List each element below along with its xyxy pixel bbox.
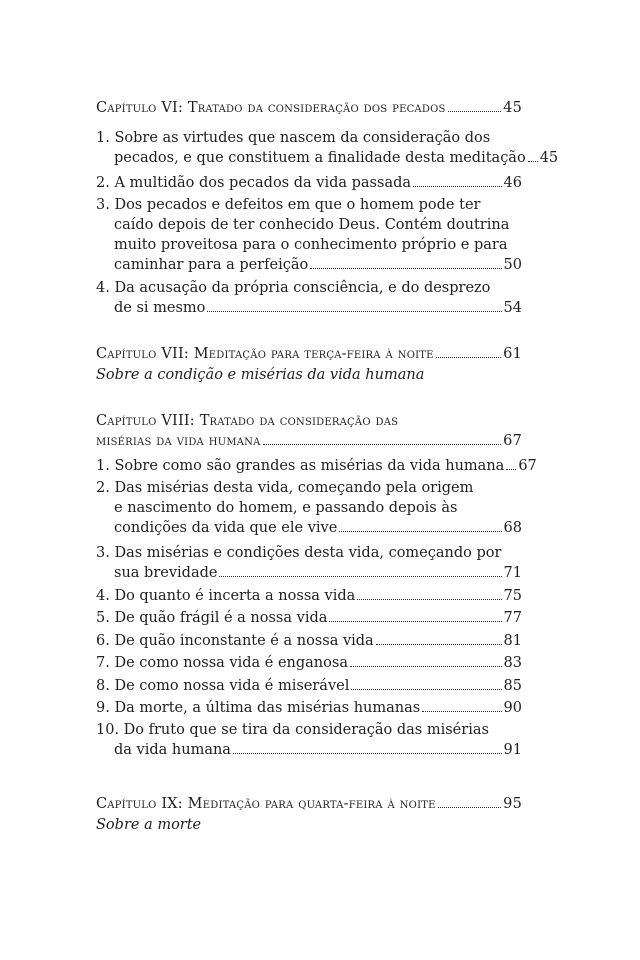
toc-entry-text: e nascimento do homem, e passando depois às xyxy=(114,500,458,516)
toc-entry xyxy=(96,173,522,193)
toc-entry xyxy=(96,478,522,538)
toc-entry-line xyxy=(96,740,522,760)
toc-entry-line xyxy=(96,698,522,718)
toc-entry xyxy=(96,128,559,168)
toc-entry-text: misérias da vida humana xyxy=(96,433,261,449)
toc-entry-line xyxy=(96,518,522,538)
page-number: 81 xyxy=(503,633,522,649)
dot-leader xyxy=(376,644,502,645)
dot-leader xyxy=(528,161,538,162)
chapter-subtitle: Sobre a condição e misérias da vida humana xyxy=(96,367,425,383)
dot-leader xyxy=(219,576,501,577)
toc-entry xyxy=(96,456,537,476)
page-number: 45 xyxy=(503,100,522,116)
toc-entry-line xyxy=(96,563,522,583)
page-number: 46 xyxy=(503,175,522,191)
page-number: 75 xyxy=(503,588,522,604)
toc-entry-line xyxy=(96,653,522,673)
page-number: 67 xyxy=(518,458,537,474)
toc-entry-text: 1. Sobre como são grandes as misérias da vida humana xyxy=(96,458,505,474)
dot-leader xyxy=(422,711,501,712)
toc-entry-line xyxy=(96,298,522,318)
page-number: 61 xyxy=(503,346,522,362)
toc-entry-line xyxy=(96,173,522,193)
toc-entry-text: caído depois de ter conhecido Deus. Contém doutrina xyxy=(114,217,510,233)
toc-entry xyxy=(96,720,522,760)
toc-entry-line xyxy=(96,608,522,628)
dot-leader xyxy=(207,311,501,312)
toc-entry xyxy=(96,698,522,718)
chapter-heading xyxy=(96,411,522,452)
toc-entry-text: 5. De quão frágil é a nossa vida xyxy=(96,610,328,626)
toc-entry-line xyxy=(96,676,522,696)
toc-entry xyxy=(96,653,522,673)
toc-entry-text: 7. De como nossa vida é enganosa xyxy=(96,655,348,671)
dot-leader xyxy=(438,807,502,808)
toc-entry-line xyxy=(96,98,522,119)
chapter-heading xyxy=(96,344,522,365)
dot-leader xyxy=(310,268,501,269)
toc-entry xyxy=(96,631,522,651)
dot-leader xyxy=(413,186,502,187)
toc-entry-line xyxy=(96,456,537,476)
dot-leader xyxy=(350,666,502,667)
toc-entry-line xyxy=(96,586,522,606)
toc-entry-text: Capítulo VIII: Tratado da consideração das xyxy=(96,413,399,429)
dot-leader xyxy=(357,599,501,600)
toc-entry-line xyxy=(96,344,522,365)
page-number: 67 xyxy=(503,433,522,449)
chapter-heading xyxy=(96,794,522,815)
toc-entry-text: 4. Do quanto é incerta a nossa vida xyxy=(96,588,356,604)
toc-entry-text: pecados, e que constituem a finalidade desta meditação xyxy=(114,150,526,166)
dot-leader xyxy=(339,531,501,532)
toc-entry-line xyxy=(96,631,522,651)
page-number: 45 xyxy=(539,150,559,166)
page-number: 91 xyxy=(503,742,522,758)
dot-leader xyxy=(448,111,502,112)
toc-entry-text: Capítulo VI: Tratado da consideração dos pecados xyxy=(96,100,446,116)
page-number: 71 xyxy=(503,565,522,581)
toc-entry-text: condições da vida que ele vive xyxy=(114,520,338,536)
toc-entry xyxy=(96,608,522,628)
toc-entry-text: muito proveitosa para o conhecimento próprio e para xyxy=(114,237,508,253)
toc-entry-text: 3. Dos pecados e defeitos em que o homem pode ter xyxy=(96,197,481,213)
page-number: 68 xyxy=(503,520,522,536)
page-number: 95 xyxy=(503,796,522,812)
toc-entry xyxy=(96,676,522,696)
dot-leader xyxy=(436,357,502,358)
dot-leader xyxy=(351,689,501,690)
toc-entry-text: 1. Sobre as virtudes que nascem da consideração dos xyxy=(96,130,491,146)
toc-entry-text: 4. Da acusação da própria consciência, e do desprezo xyxy=(96,280,491,296)
toc-entry-text: da vida humana xyxy=(114,742,231,758)
page-number: 83 xyxy=(503,655,522,671)
page-number: 90 xyxy=(503,700,522,716)
toc-entry-text: de si mesmo xyxy=(114,300,206,316)
toc-entry xyxy=(96,586,522,606)
toc-entry xyxy=(96,543,522,583)
toc-entry-text: 2. A multidão dos pecados da vida passada xyxy=(96,175,412,191)
dot-leader xyxy=(233,753,502,754)
dot-leader xyxy=(506,469,516,470)
toc-entry-text: sua brevidade xyxy=(114,565,218,581)
toc-entry-text: Capítulo VII: Meditação para terça-feira à noite xyxy=(96,346,434,362)
toc-entry-line xyxy=(96,794,522,815)
toc-entry xyxy=(96,195,522,275)
toc-entry-text: Capítulo IX: Meditação para quarta-feira à noite xyxy=(96,796,436,812)
toc-entry-line xyxy=(96,148,559,168)
dot-leader xyxy=(263,444,502,445)
toc-entry-line xyxy=(96,431,522,452)
toc-entry-text: 3. Das misérias e condições desta vida, começando por xyxy=(96,545,502,561)
page-number: 54 xyxy=(503,300,522,316)
toc-entry-text: 9. Da morte, a última das misérias humanas xyxy=(96,700,421,716)
toc-entry-text: 10. Do fruto que se tira da consideração das misérias xyxy=(96,722,489,738)
chapter-subtitle: Sobre a morte xyxy=(96,817,202,833)
chapter-heading xyxy=(96,98,522,119)
toc-entry-text: 2. Das misérias desta vida, começando pela origem xyxy=(96,480,474,496)
page-number: 50 xyxy=(503,257,522,273)
dot-leader xyxy=(329,621,501,622)
toc-entry-text: 8. De como nossa vida é miserável xyxy=(96,678,350,694)
toc-entry-text: caminhar para a perfeição xyxy=(114,257,309,273)
toc-entry xyxy=(96,278,522,318)
toc-entry-line xyxy=(96,255,522,275)
page-number: 77 xyxy=(503,610,522,626)
page-number: 85 xyxy=(503,678,522,694)
toc-entry-text: 6. De quão inconstante é a nossa vida xyxy=(96,633,374,649)
